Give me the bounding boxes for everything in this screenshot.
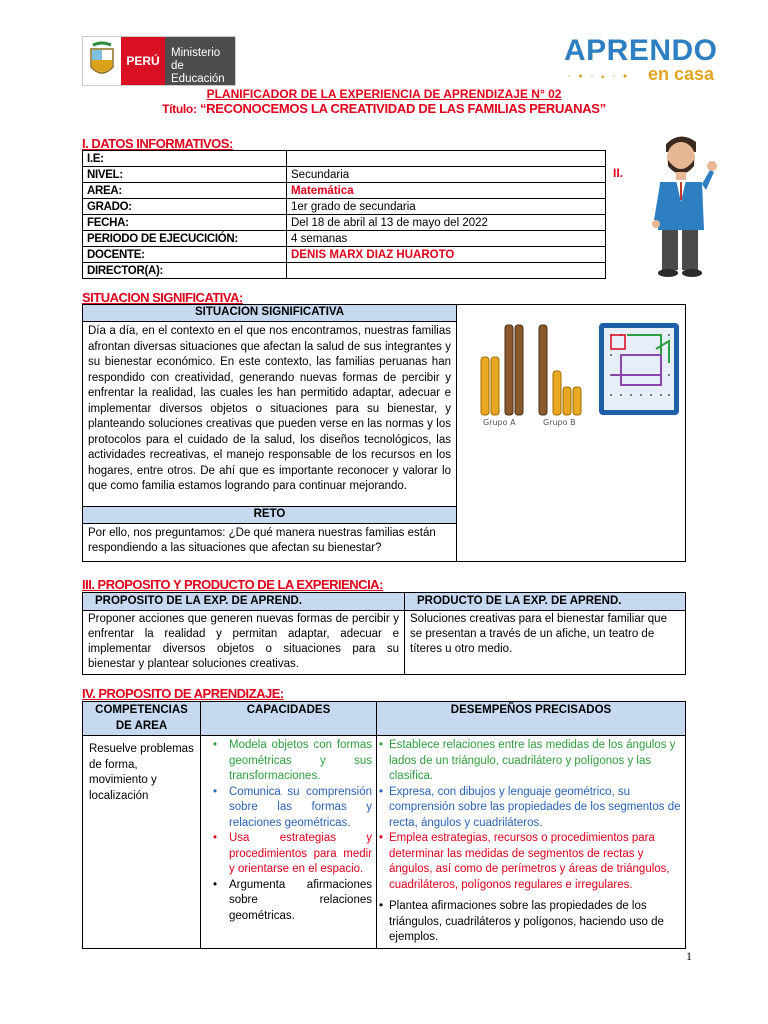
row-area (83, 183, 606, 199)
capacidades-list (201, 736, 376, 926)
proposito-producto-table (82, 592, 686, 675)
section4-heading: IV. PROPOSITO DE APRENDIZAJE: (82, 686, 284, 701)
label-fecha: FECHA: (83, 215, 287, 231)
row-periodo (83, 231, 606, 247)
proposito-header: PROPOSITO DE LA EXP. DE APREND. (83, 593, 405, 611)
reto-text: Por ello, nos preguntamos: ¿De qué manera nuestras familias están respondiendo a las situaciones que afectan su bienestar? (83, 523, 457, 561)
brand-dots: ▫ ● ◦ ▴ ◦ ● (568, 73, 631, 80)
label-nivel: NIVEL: (83, 167, 287, 183)
grupo-image-icon (461, 313, 681, 433)
row-fecha (83, 215, 606, 231)
producto-header: PRODUCTO DE LA EXP. DE APREND. (405, 593, 686, 611)
ministry-line2: de Educación (171, 60, 225, 85)
planner-title: PLANIFICADOR DE LA EXPERIENCIA DE APRENDIZAJE N° 02 (206, 87, 562, 101)
capacidad-item: • Comunica su comprensión sobre las formas y relaciones geométricas. (207, 785, 372, 832)
desempenos-header: DESEMPEÑOS PRECISADOS (377, 702, 686, 736)
capacidades-cell (201, 736, 377, 949)
capacidad-item: • Usa estrategias y procedimientos para medir y orientarse en el espacio. (207, 831, 372, 878)
brand-line1: APRENDO (564, 34, 718, 67)
row-nivel (83, 167, 606, 183)
teacher-avatar (640, 130, 720, 280)
situacion-text: Día a día, en el contexto en el que nos encontramos, nuestras familias afrontan diversas situaciones que afectan la salud de sus integrantes y su bienestar económico. En este contexto, las familias peruanas han respondido con creatividad, generando nuevas formas de percibir y enfrentar la realidad, las cuales les han permitido adaptar, adecuar e implementar diversos objetos o situaciones para su bienestar, y planteando soluciones creativas que pueden verse en las normas y los protocolos para el cuidado de la salud, los diseños tecnológicos, las actividades recreativas, el manejo responsable de los recursos en los hogares, entre otros. De ahí que es importante reconocer y valorar lo que como familia estamos logrando para continuar mejorando. (83, 322, 457, 507)
experience-title (0, 101, 768, 116)
grupo-a-label: Grupo A (483, 418, 516, 427)
proposito-text: Proponer acciones que generen nuevas formas de percibir y enfrentar la realidad y permitan adaptar, adecuar e implementar diversos objetos o situaciones para su bienestar y plantear soluciones creativas. (83, 611, 405, 675)
manipulatives-image (457, 305, 686, 562)
desempeno-item: • Plantea afirmaciones sobre las propiedades de los triángulos, cuadriláteros y polígonos, haciendo uso de ejemplos. (379, 899, 681, 946)
value-nivel: Secundaria (287, 167, 606, 183)
aprendizaje-table (82, 701, 686, 949)
row-ie (83, 151, 606, 167)
label-director: DIRECTOR(A): (83, 263, 287, 279)
section1-heading: I. DATOS INFORMATIVOS: (82, 136, 233, 151)
section2-heading: SITUACION SIGNIFICATIVA: (82, 290, 243, 305)
desempenos-cell (377, 736, 686, 949)
desempeno-item: • Emplea estrategias, recursos o procedimientos para determinar las medidas de segmentos de rectas y ángulos, así como de perímetros y áreas de triángulos, cuadriláteros, polígonos regulares e irregulares. (379, 831, 681, 893)
peru-shield-icon (83, 37, 121, 85)
row-director (83, 263, 606, 279)
situacion-header-row (83, 305, 686, 322)
capacidad-item: • Modela objetos con formas geométricas y sus transformaciones. (207, 738, 372, 785)
desempeno-item: • Expresa, con dibujos y lenguaje geométrico, su comprensión sobre las propiedades de los segmentos de recta, ángulos y cuadriláteros. (379, 785, 681, 832)
aprendo-en-casa-logo (560, 34, 720, 88)
value-ie (287, 151, 606, 167)
desempenos-list (377, 736, 685, 948)
label-area: AREA: (83, 183, 287, 199)
situacion-table (82, 304, 686, 562)
situacion-header: SITUACION SIGNIFICATIVA (83, 305, 457, 322)
label-docente: DOCENTE: (83, 247, 287, 263)
value-grado: 1er grado de secundaria (287, 199, 606, 215)
label-periodo: PERIODO DE EJECUCICIÓN: (83, 231, 287, 247)
proposito-body-row (83, 611, 686, 675)
minedu-logo (82, 36, 236, 86)
competencia-text: Resuelve problemas de forma, movimiento y localización (83, 736, 201, 949)
value-docente: DENIS MARX DIAZ HUAROTO (287, 247, 606, 263)
aprendizaje-header-row (83, 702, 686, 736)
value-fecha: Del 18 de abril al 13 de mayo del 2022 (287, 215, 606, 231)
aprendizaje-body-row (83, 736, 686, 949)
ministry-line1: Ministerio (171, 47, 221, 59)
peru-label: PERÚ (121, 37, 165, 85)
ministry-label (165, 37, 235, 85)
title-label: Título: (162, 102, 197, 116)
value-area: Matemática (287, 183, 606, 199)
page-number: 1 (686, 949, 692, 963)
capacidad-item: • Argumenta afirmaciones sobre relaciones geométricas. (207, 878, 372, 925)
title-text: “RECONOCEMOS LA CREATIVIDAD DE LAS FAMILIAS PERUANAS” (199, 101, 606, 116)
grupo-b-label: Grupo B (543, 418, 576, 427)
reto-header: RETO (83, 507, 457, 524)
producto-text: Soluciones creativas para el bienestar familiar que se presentan a través de un afiche, un teatro de títeres u otro medio. (405, 611, 686, 675)
row-grado (83, 199, 606, 215)
brand-line2: en casa (648, 64, 715, 84)
label-grado: GRADO: (83, 199, 287, 215)
value-periodo: 4 semanas (287, 231, 606, 247)
competencias-header: COMPETENCIAS DE AREA (83, 702, 201, 736)
section3-heading: III. PROPOSITO Y PRODUCTO DE LA EXPERIENCIA: (82, 577, 383, 592)
label-ie: I.E: (83, 151, 287, 167)
row-docente (83, 247, 606, 263)
desempeno-item: • Establece relaciones entre las medidas de los ángulos y lados de un triángulo, cuadrilátero y polígonos y las clasifica. (379, 738, 681, 785)
capacidades-header: CAPACIDADES (201, 702, 377, 736)
proposito-header-row (83, 593, 686, 611)
datos-table (82, 150, 606, 279)
value-director (287, 263, 606, 279)
section2-side-label: II. (613, 166, 624, 180)
